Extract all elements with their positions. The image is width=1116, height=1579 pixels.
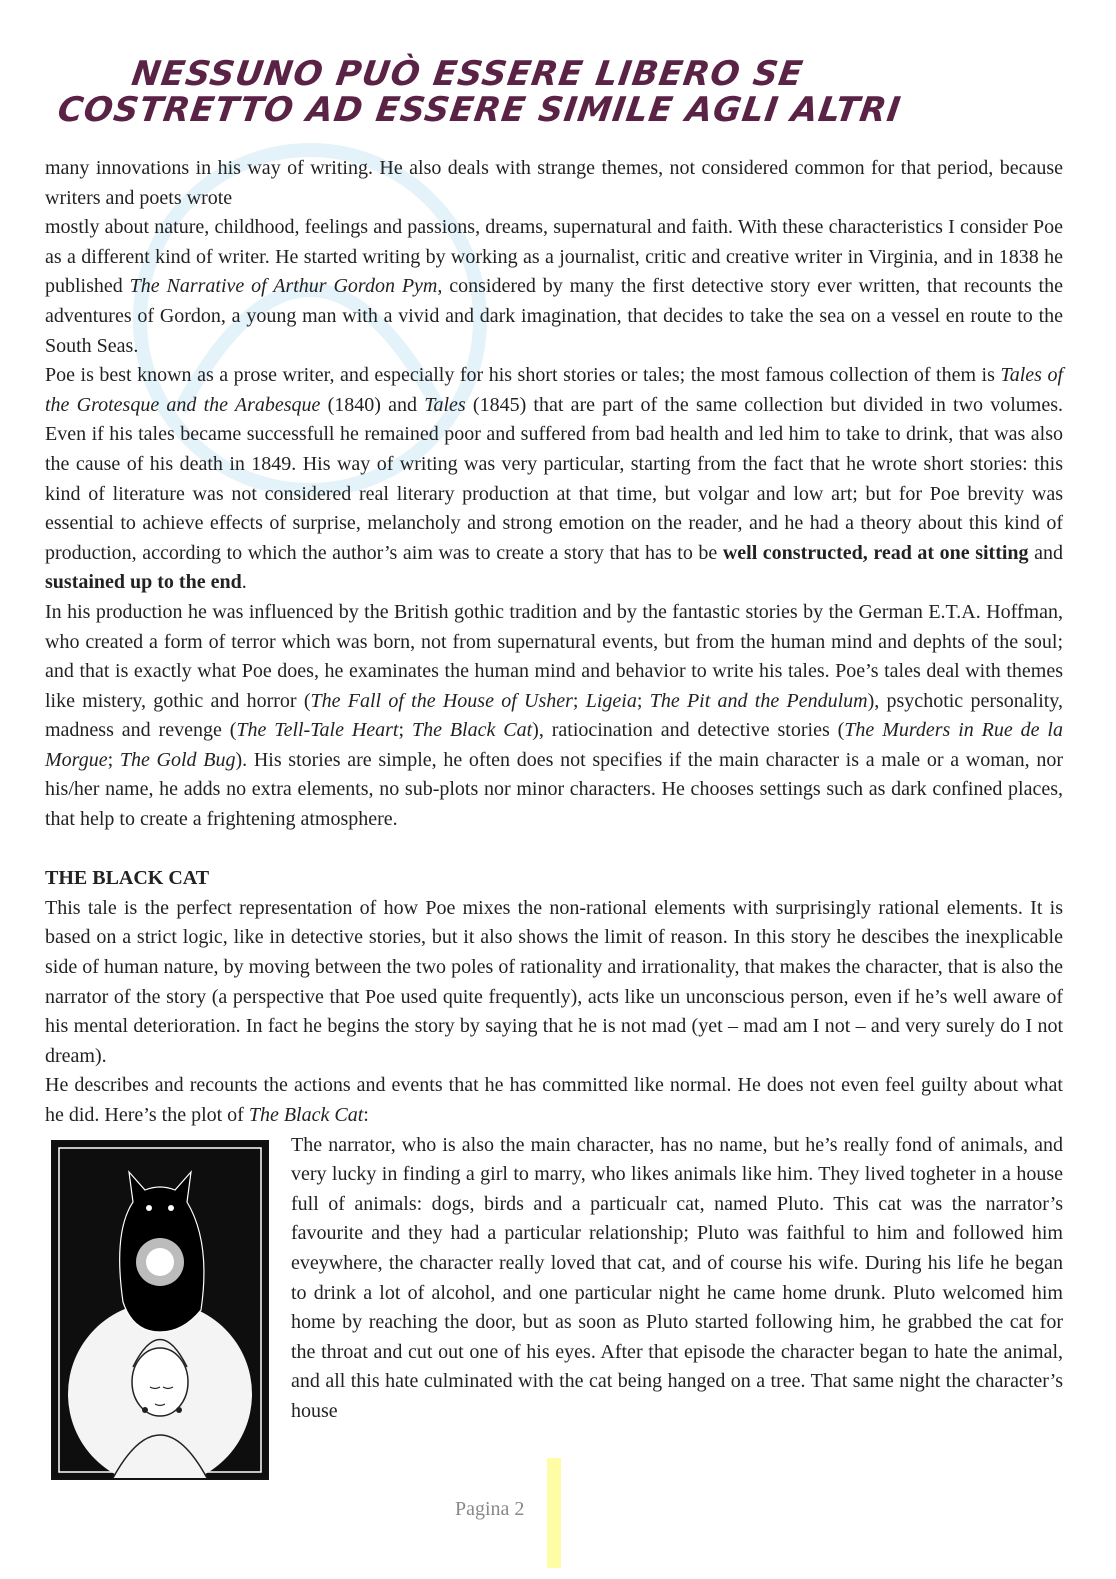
header-line-2: COSTRETTO AD ESSERE SIMILE AGLI ALTRI [55, 90, 904, 130]
page-number: Pagina 2 [455, 1498, 525, 1520]
book-title: The Narrative of Arthur Gordon Pym [129, 275, 438, 298]
document-body [45, 154, 1063, 1480]
paragraph-3: In his production he was influenced by the British gothic tradition and by the fantastic stories by the German E.T.A. Hoffman, who created a form of terror which was born, not from supernatural events, but from the human mind and dephts of the soul; and that is exactly what Poe does, he examinates the human mind and behavior to write his tales. Poe’s tales deal with themes like mistery, gothic and horror (The Fall of the House of Usher; Ligeia; The Pit and the Pendulum), psychotic personality, madness and revenge (The Tell-Tale Heart; The Black Cat), ratiocination and detective stories (The Murders in Rue de la Morgue; The Gold Bug). His stories are simple, he often does not specifies if the main character is a male or a woman, nor his/her name, he adds no extra elements, no sub-plots nor minor characters. He chooses settings such as dark confined places, that help to create a frightening atmosphere. [45, 600, 1064, 831]
paragraph-1b: mostly about nature, childhood, feelings and passions, dreams, supernatural and faith. With these characteristics I consider Poe as a different kind of writer. He started writing by working as a journalist, critic and creative writer in Virginia, and in 1838 he published The Narrative of Arthur Gordon Pym, considered by many the first detective story ever written, that recounts the adventures of Gordon, a young man with a vivid and dark imagination, that decides to take the sea on a vessel en route to the South Seas. [45, 216, 1063, 357]
paragraph-6: The narrator, who is also the main character, has no name, but he’s really fond of animals, and very lucky in finding a girl to marry, who likes animals like him. They lived togheter in a house full of animals: dogs, birds and a particualr cat, named Pluto. This cat was the narrator’s favourite and they had a particular relationship; Pluto was faithful to him and followed him eveywhere, the character really loved that cat, and of course his wife. During his life he began to drink a lot of alcohol, and one particular night he came home drunk. Pluto welcomed him home by reaching the door, but as soon as Pluto started following him, he grabbed the cat for the throat and cut out one of his eyes. After that episode the character began to hate the animal, and all this hate culminated with the cat being hanged on a tree. That same night the character’s house [291, 1133, 1063, 1422]
page-header [0, 46, 1116, 136]
paragraph-2: Poe is best known as a prose writer, and especially for his short stories or tales; the most famous collection of them is Tales of the Grotesque and the Arabesque (1840) and Tales (1845) that are part of the same collection but divided in two volumes. Even if his tales became successfull he remained poor and suffered from bad health and led him to take to drink, that was also the cause of his death in 1849. His way of writing was very particular, starting from the fact that he wrote short stories: this kind of literature was not considered real literary production at that time, but volgar and low art; but for Poe brevity was essential to achieve effects of surprise, melancholy and strong emotion on the reader, and he had a theory about this kind of production, according to which the author’s aim was to create a story that has to be well constructed, read at one sitting and sustained up to the end. [45, 364, 1064, 594]
highlight-mark [547, 1458, 561, 1568]
black-cat-drawing [53, 1142, 267, 1478]
section-heading: THE BLACK CAT [45, 867, 210, 890]
paragraph-4: This tale is the perfect representation of how Poe mixes the non-rational elements with surprisingly rational elements. It is based on a strict logic, like in detective stories, but it also shows the limit of reason. In this story he descibes the inexplicable side of human nature, by moving between the two poles of rationality and irrationality, that makes the character, that is also the narrator of the story (a perspective that Poe used quite frequently), acts like un unconscious person, even if he’s well aware of his mental deterioration. In fact he begins the story by saying that he is not mad (yet – mad am I not – and very surely do I not dream). [45, 896, 1063, 1067]
black-cat-illustration [51, 1140, 269, 1480]
paragraph-5: He describes and recounts the actions and events that he has committed like normal. He does not even feel guilty about what he did. Here’s the plot of The Black Cat: [45, 1074, 1063, 1126]
paragraph-1a: many innovations in his way of writing. He also deals with strange themes, not considered common for that period, because writers and poets wrote [45, 157, 1063, 209]
header-line-1: NESSUNO PUÒ ESSERE LIBERO SE [129, 54, 806, 94]
plot-section [45, 1131, 1063, 1427]
